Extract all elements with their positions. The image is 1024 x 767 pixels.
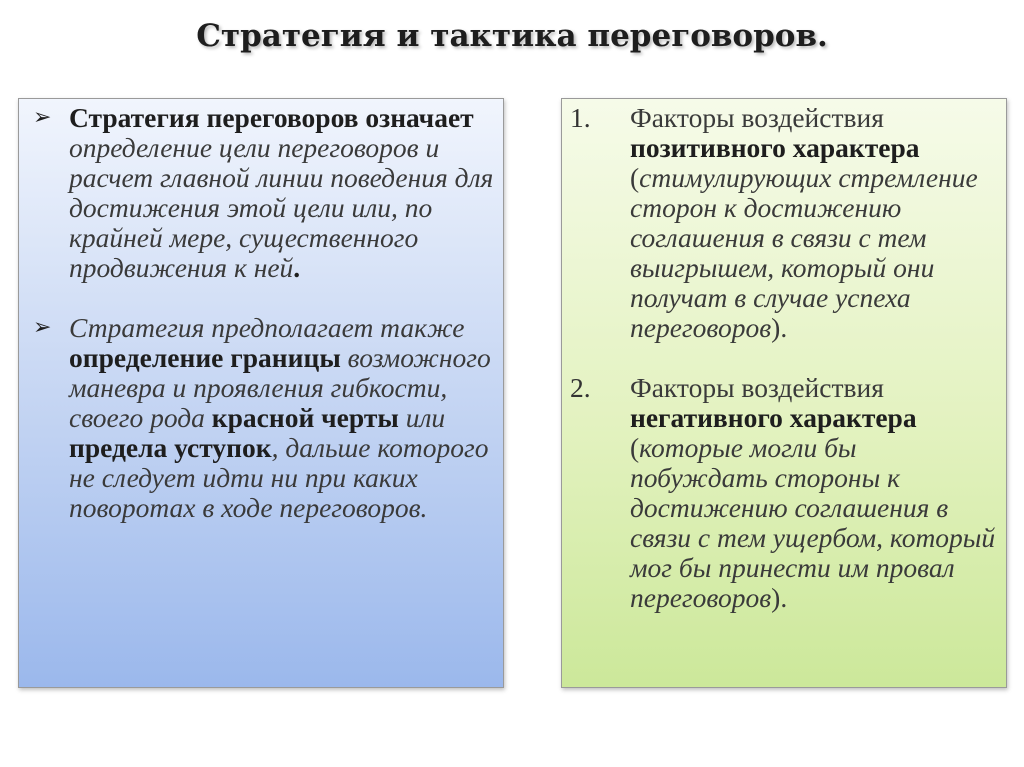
arrow-bullet-icon: ➢ xyxy=(33,105,52,130)
bold-text: определение границы xyxy=(69,342,341,373)
italic-text: которые могли бы побуждать стороны к достижению соглашения в связи с тем ущербом, который мог бы принести им провал переговоров xyxy=(630,432,996,613)
numbered-item-positive-factors xyxy=(570,103,1000,343)
page-title: Стратегия и тактика переговоров. xyxy=(196,18,828,54)
bold-text: негативного характера xyxy=(630,402,917,433)
plain-text: ). xyxy=(771,312,788,343)
bullet-item-strategy-definition xyxy=(33,103,497,283)
arrow-bullet-icon: ➢ xyxy=(33,315,52,340)
item-number: 2. xyxy=(570,372,591,403)
italic-text: возможного маневра и проявления гибкости, своего рода xyxy=(69,342,491,433)
bold-text: предела уступок xyxy=(69,432,272,463)
plain-text: Факторы воздействия xyxy=(630,372,884,403)
bold-text: позитивного характера xyxy=(630,132,920,163)
bold-text: . xyxy=(293,252,301,283)
factors-panel xyxy=(561,98,1007,688)
strategy-panel xyxy=(18,98,504,688)
plain-text: ( xyxy=(630,432,640,463)
italic-text: стимулирующих стремление сторон к достижению соглашения в связи с тем выигрышем, который они получат в случае успеха переговоров xyxy=(630,162,978,343)
plain-text: ( xyxy=(630,162,640,193)
bold-text: Стратегия переговоров означает xyxy=(69,102,474,133)
bold-text: красной черты xyxy=(211,402,399,433)
italic-text: или xyxy=(398,402,446,433)
italic-text: Стратегия предполагает также xyxy=(69,312,465,343)
item-number: 1. xyxy=(570,102,591,133)
bullet-item-strategy-limits xyxy=(33,313,497,523)
italic-text: определение цели переговоров и расчет главной линии поведения для достижения этой цели или, по крайней мере, существенного продвижения к ней xyxy=(69,132,494,283)
plain-text: Факторы воздействия xyxy=(630,102,884,133)
plain-text: ). xyxy=(771,582,788,613)
italic-text: , дальше которого не следует идти ни при каких поворотах в ходе переговоров. xyxy=(69,432,489,523)
numbered-item-negative-factors xyxy=(570,373,1000,613)
